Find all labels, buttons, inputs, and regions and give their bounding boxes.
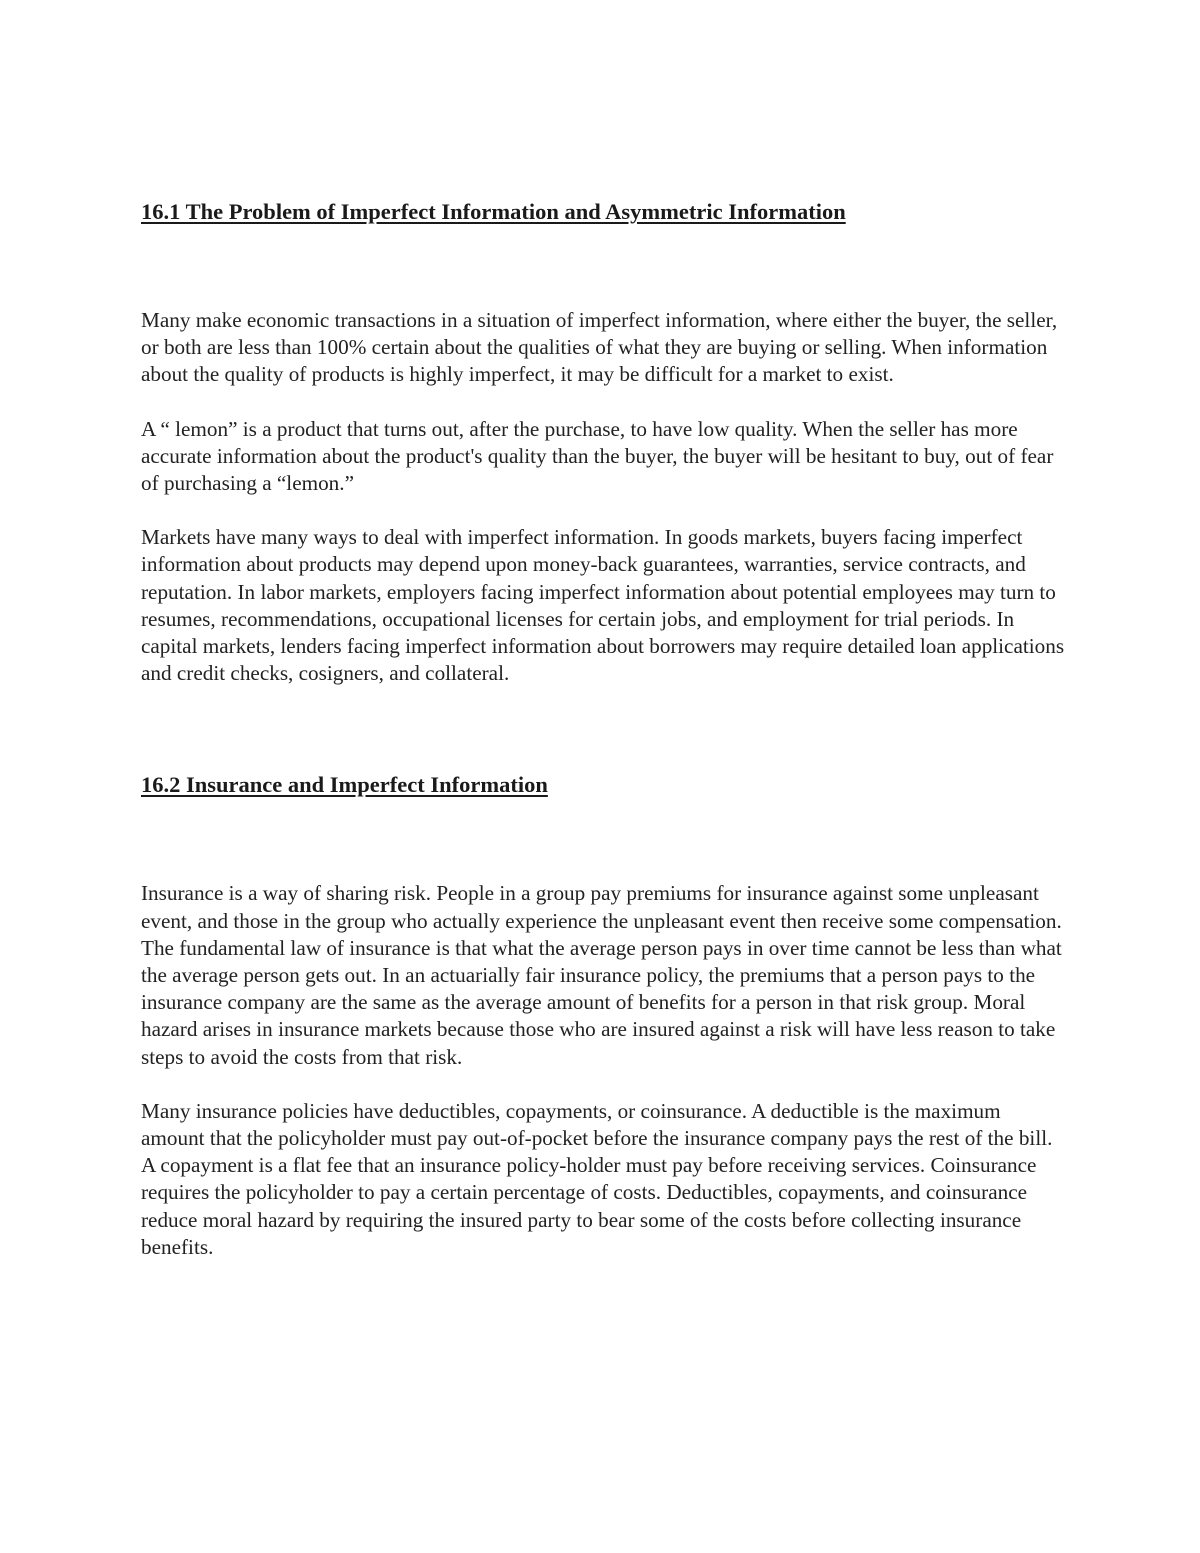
section-heading: 16.1 The Problem of Imperfect Information and Asymmetric Information [141,199,846,224]
document-body [141,196,1066,1261]
section-heading: 16.2 Insurance and Imperfect Information [141,772,548,798]
section-16-2 [141,769,1066,1261]
paragraph: Insurance is a way of sharing risk. People in a group pay premiums for insurance against some unpleasant event, and those in the group who actually experience the unpleasant event then receive some compensation. The fundamental law of insurance is that what the average person pays in over time cannot be less than what the average person gets out. In an actuarially fair insurance policy, the premiums that a person pays to the insurance company are the same as the average amount of benefits for a person in that risk group. Moral hazard arises in insurance markets because those who are insured against a risk will have less reason to take steps to avoid the costs from that risk. [141,881,1062,1069]
section-16-1 [141,196,1066,687]
paragraph: A “ lemon” is a product that turns out, after the purchase, to have low quality. When the seller has more accurate information about the product's quality than the buyer, the buyer will be hesitant to buy, out of fear of purchasing a “lemon.” [141,416,1054,496]
paragraph: Many make economic transactions in a situation of imperfect information, where either the buyer, the seller, or both are less than 100% certain about the qualities of what they are buying or selling. When information about the quality of products is highly imperfect, it may be difficult for a market to exist. [141,308,1058,387]
paragraph: Markets have many ways to deal with imperfect information. In goods markets, buyers facing imperfect information about products may depend upon money-back guarantees, warranties, service contracts, and reputation. In labor markets, employers facing imperfect information about potential employees may turn to resumes, recommendations, occupational licenses for certain jobs, and employment for trial periods. In capital markets, lenders facing imperfect information about borrowers may require detailed loan applications and credit checks, cosigners, and collateral. [141,525,1065,686]
paragraph: Many insurance policies have deductibles, copayments, or coinsurance. A deductible is the maximum amount that the policyholder must pay out-of-pocket before the insurance company pays the rest of the bill. A copayment is a flat fee that an insurance policy-holder must pay before receiving services. Coinsurance requires the policyholder to pay a certain percentage of costs. Deductibles, copayments, and coinsurance reduce moral hazard by requiring the insured party to bear some of the costs before collecting insurance benefits. [141,1098,1053,1259]
